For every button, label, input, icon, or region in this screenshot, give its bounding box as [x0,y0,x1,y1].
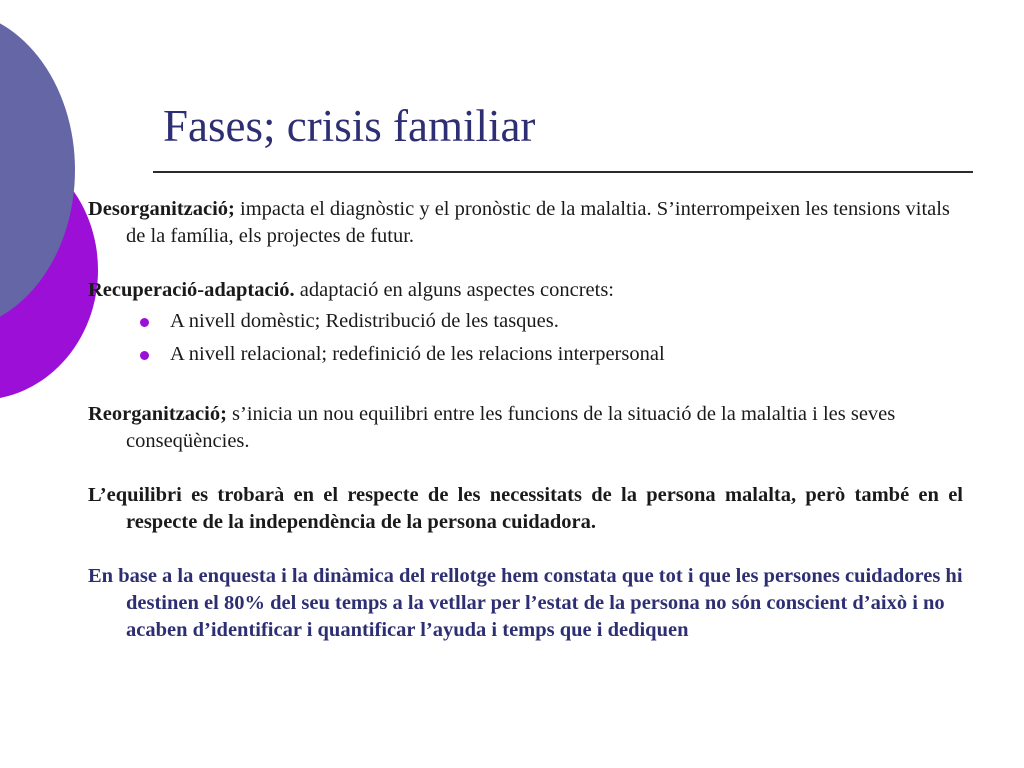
slide-title: Fases; crisis familiar [163,101,536,152]
list-item [140,308,963,335]
paragraph-equilibri [88,482,963,536]
bullet-text: A nivell domèstic; Redistribució de les tasques. [170,310,559,332]
paragraph-reorganitzacio [88,401,963,455]
bullet-dot-icon [140,351,149,360]
desc-recuperacio: adaptació en alguns aspectes concrets: [294,279,614,301]
adaptation-bullet-list [88,308,963,368]
list-item [140,341,963,368]
bullet-text: A nivell relacional; redefinició de les relacions interpersonal [170,343,665,365]
slide-body [88,196,963,644]
term-reorganitzacio: Reorganització; [88,403,227,425]
term-desorganitzacio: Desorganització; [88,198,235,220]
paragraph-desorganitzacio [88,196,963,250]
paragraph-enquesta-conclusion: En base a la enquesta i la dinàmica del rellotge hem constata que tot i que les persones cuidadores hi destinen el 80% del seu temps a la vetllar per l’estat de la persona no són conscient d’això i no acaben d’identificar i quantificar l’ayuda i temps que i dediquen [88,565,963,641]
term-recuperacio: Recuperació-adaptació. [88,279,295,301]
equilibri-statement: L’equilibri es trobarà en el respecte de les necessitats de la persona malalta, però també en el respecte de la independència de la persona cuidadora. [88,484,963,533]
desc-reorganitzacio: s’inicia un nou equilibri entre les funcions de la situació de la malaltia i les seves conseqüències. [126,403,896,452]
paragraph-recuperacio [88,277,963,304]
desc-desorganitzacio: impacta el diagnòstic y el pronòstic de la malaltia. S’interrompeixen les tensions vitals de la família, els projectes de futur. [126,198,950,247]
title-divider [153,171,973,173]
bullet-dot-icon [140,318,149,327]
